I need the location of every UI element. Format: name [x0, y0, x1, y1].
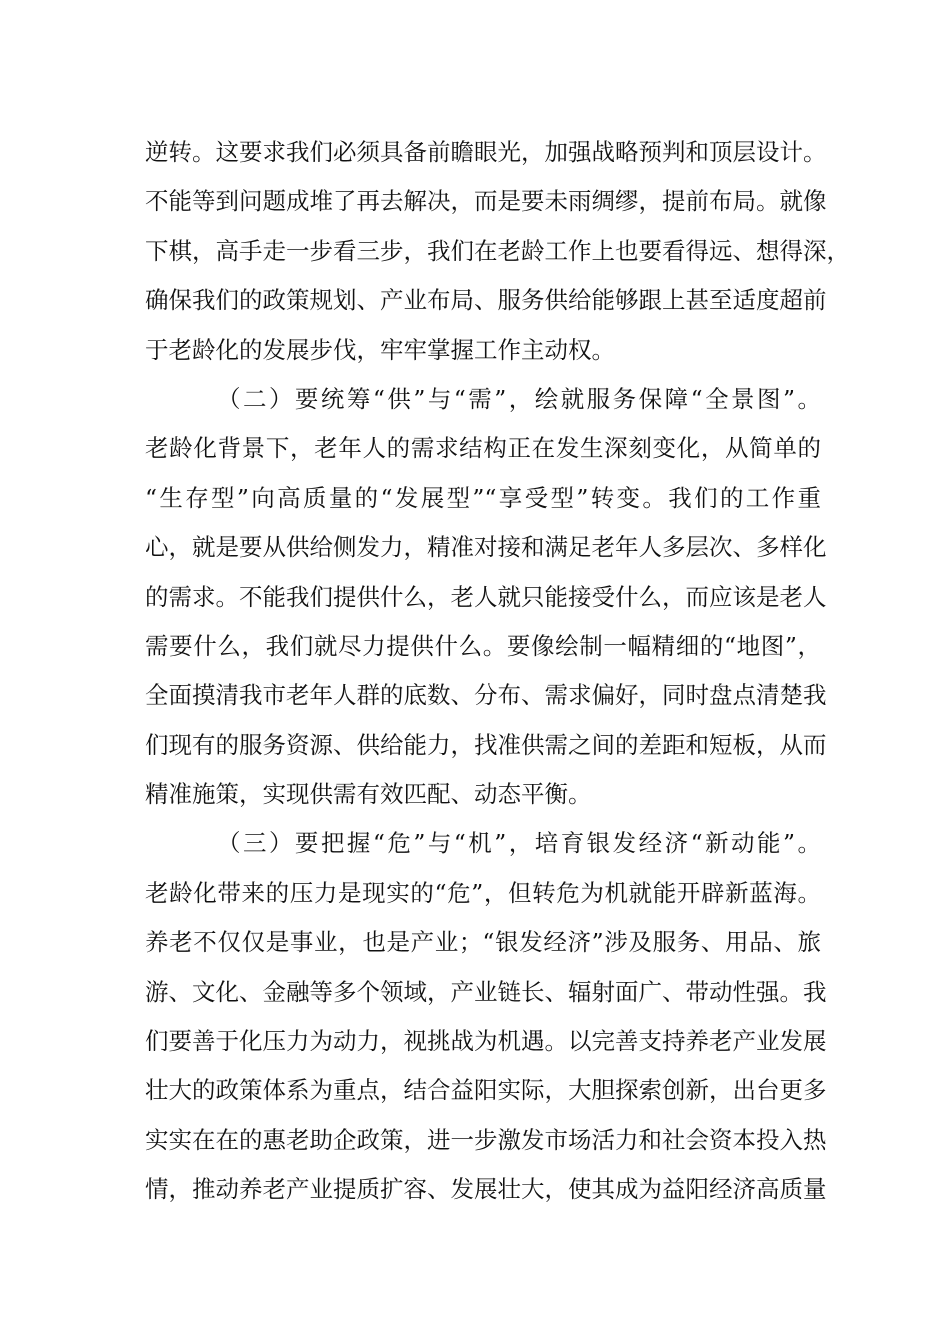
text-line: 不能等到问题成堆了再去解决，而是要未雨绸缪，提前布局。就像: [145, 187, 827, 216]
section-heading-3: （三）要把握“危”与“机”，培育银发经济“新动能”。: [217, 829, 821, 858]
text-line: 心，就是要从供给侧发力，精准对接和满足老年人多层次、多样化: [145, 533, 827, 562]
text-line: 游、文化、金融等多个领域，产业链长、辐射面广、带动性强。我: [145, 977, 827, 1006]
text-line: “生存型”向高质量的“发展型”“享受型”转变。我们的工作重: [145, 483, 821, 512]
text-line: 确保我们的政策规划、产业布局、服务供给能够跟上甚至适度超前: [145, 286, 827, 315]
text-line: 于老龄化的发展步伐，牢牢掌握工作主动权。: [145, 335, 615, 364]
text-line: 需要什么，我们就尽力提供什么。要像绘制一幅精细的“地图”，: [145, 631, 821, 660]
text-line: 老龄化带来的压力是现实的“危”，但转危为机就能开辟新蓝海。: [145, 878, 821, 907]
text-line: 精准施策，实现供需有效匹配、动态平衡。: [145, 780, 592, 809]
text-line: 情，推动养老产业提质扩容、发展壮大，使其成为益阳经济高质量: [145, 1175, 827, 1204]
text-line: 全面摸清我市老年人群的底数、分布、需求偏好，同时盘点清楚我: [145, 681, 827, 710]
text-line: 的需求。不能我们提供什么，老人就只能接受什么，而应该是老人: [145, 582, 827, 611]
body-text: [145, 128, 850, 1215]
text-line: 们要善于化压力为动力，视挑战为机遇。以完善支持养老产业发展: [145, 1027, 827, 1056]
text-line: 下棋，高手走一步看三步，我们在老龄工作上也要看得远、想得深，: [145, 236, 850, 265]
section-heading-2: （二）要统筹“供”与“需”，绘就服务保障“全景图”。: [217, 384, 821, 413]
text-line: 逆转。这要求我们必须具备前瞻眼光，加强战略预判和顶层设计。: [145, 138, 827, 166]
text-line: 们现有的服务资源、供给能力，找准供需之间的差距和短板，从而: [145, 730, 827, 759]
text-line: 养老不仅仅是事业，也是产业；“银发经济”涉及服务、用品、旅: [145, 928, 821, 957]
text-line: 壮大的政策体系为重点，结合益阳实际，大胆探索创新，出台更多: [145, 1076, 827, 1105]
text-line: 老龄化背景下，老年人的需求结构正在发生深刻变化，从简单的: [145, 434, 821, 463]
text-line: 实实在在的惠老助企政策，进一步激发市场活力和社会资本投入热: [145, 1125, 827, 1154]
